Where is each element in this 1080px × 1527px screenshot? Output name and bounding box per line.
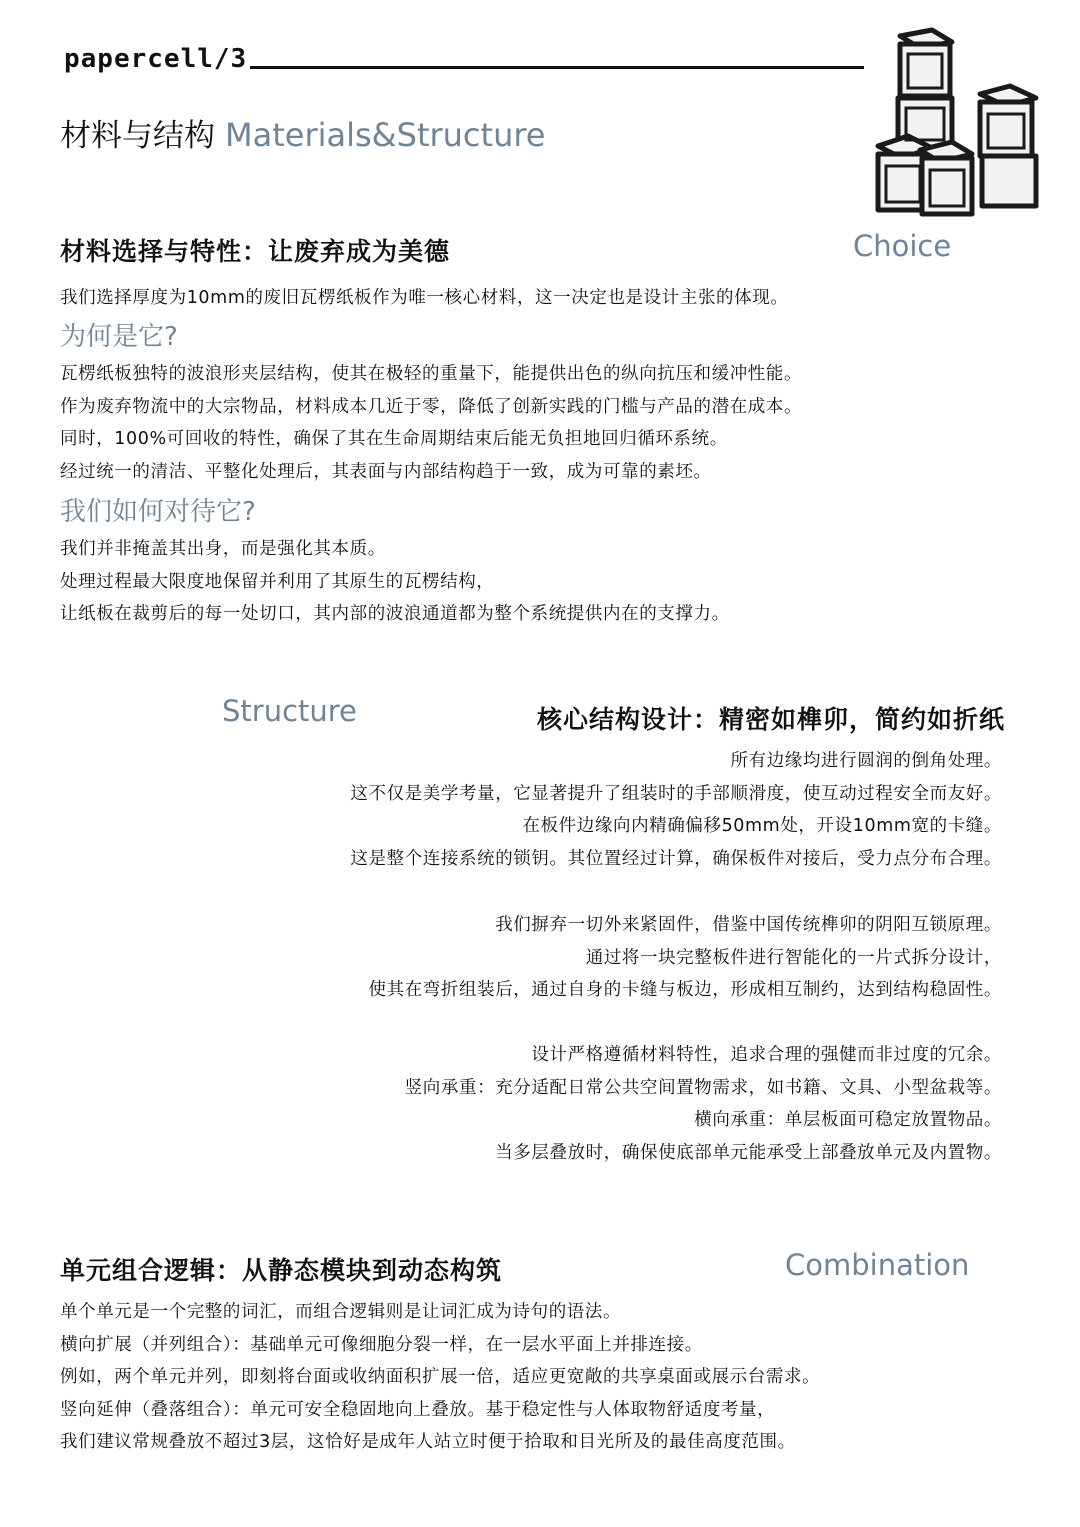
structure-line: 使其在弯折组装后，通过自身的卡缝与板边，形成相互制约，达到结构稳固性。 xyxy=(368,980,1002,1000)
choice-intro: 我们选择厚度为10mm的废旧瓦楞纸板作为唯一核心材料，这一决定也是设计主张的体现。 xyxy=(60,288,789,308)
combination-line: 竖向延伸（叠落组合）：单元可安全稳固地向上叠放。基于稳定性与人体取物舒适度考量， xyxy=(60,1399,776,1420)
structure-line: 横向承重：单层板面可稳定放置物品。 xyxy=(694,1110,1002,1130)
brand-logo: papercell/3 xyxy=(64,44,248,74)
structure-heading: 核心结构设计：精密如榫卯，简约如折纸 xyxy=(536,705,1005,734)
why-line: 作为废弃物流中的大宗物品，材料成本几近于零，降低了创新实践的门槛与产品的潜在成本。 xyxy=(60,396,803,417)
how-paragraph xyxy=(60,533,730,631)
combination-line: 我们建议常规叠放不超过3层，这恰好是成年人站立时便于拾取和目光所及的最佳高度范围。 xyxy=(60,1432,796,1452)
structure-group-2 xyxy=(369,909,1003,1007)
structure-line: 这是整个连接系统的锁钥。其位置经过计算，确保板件对接后，受力点分布合理。 xyxy=(350,848,1002,869)
why-line: 经过统一的清洁、平整化处理后，其表面与内部结构趋于一致，成为可靠的素坯。 xyxy=(60,461,712,482)
page-title-en: Materials&Structure xyxy=(225,116,546,154)
combination-line: 横向扩展（并列组合）：基础单元可像细胞分裂一样，在一层水平面上并排连接。 xyxy=(60,1334,703,1355)
stacked-cardboard-boxes-icon xyxy=(868,24,1044,220)
how-line: 让纸板在裁剪后的每一处切口，其内部的波浪通道都为整个系统提供内在的支撑力。 xyxy=(60,604,730,624)
structure-line: 当多层叠放时，确保使底部单元能承受上部叠放单元及内置物。 xyxy=(495,1142,1002,1163)
structure-line: 所有边缘均进行圆润的倒角处理。 xyxy=(730,751,1002,771)
structure-line: 在板件边缘向内精确偏移50mm处，开设10mm宽的卡缝。 xyxy=(522,816,1002,836)
structure-line: 这不仅是美学考量，它显著提升了组装时的手部顺滑度，使互动过程安全而友好。 xyxy=(350,783,1002,804)
combination-line: 单个单元是一个完整的词汇，而组合逻辑则是让词汇成为诗句的语法。 xyxy=(60,1302,622,1322)
header-rule xyxy=(250,66,864,69)
question-how: 我们如何对待它? xyxy=(60,497,256,527)
page-title-cn: 材料与结构 xyxy=(60,118,215,154)
why-paragraph xyxy=(60,358,802,488)
how-line: 处理过程最大限度地保留并利用了其原生的瓦楞结构， xyxy=(60,571,495,592)
structure-line: 我们摒弃一切外来紧固件，借鉴中国传统榫卯的阴阳互锁原理。 xyxy=(495,915,1002,935)
combination-tag: Combination xyxy=(785,1248,970,1282)
combination-heading: 单元组合逻辑：从静态模块到动态构筑 xyxy=(60,1256,503,1285)
page-title xyxy=(60,110,545,155)
choice-heading: 材料选择与特性：让废弃成为美德 xyxy=(60,237,451,266)
structure-group-1 xyxy=(350,745,1002,875)
choice-tag: Choice xyxy=(853,229,952,263)
structure-tag: Structure xyxy=(222,694,357,728)
structure-line: 通过将一块完整板件进行智能化的一片式拆分设计， xyxy=(585,947,1002,968)
structure-line: 设计严格遵循材料特性，追求合理的强健而非过度的冗余。 xyxy=(531,1045,1002,1065)
combination-paragraph xyxy=(60,1296,820,1459)
why-line: 同时，100%可回收的特性，确保了其在生命周期结束后能无负担地回归循环系统。 xyxy=(60,429,728,449)
question-why: 为何是它? xyxy=(60,322,178,352)
structure-group-3 xyxy=(405,1039,1002,1169)
structure-line: 竖向承重：充分适配日常公共空间置物需求，如书籍、文具、小型盆栽等。 xyxy=(404,1077,1002,1098)
how-line: 我们并非掩盖其出身，而是强化其本质。 xyxy=(60,539,386,559)
why-line: 瓦楞纸板独特的波浪形夹层结构，使其在极轻的重量下，能提供出色的纵向抗压和缓冲性能。 xyxy=(60,364,803,384)
combination-line: 例如，两个单元并列，即刻将台面或收纳面积扩展一倍，适应更宽敞的共享桌面或展示台需求。 xyxy=(60,1367,821,1387)
